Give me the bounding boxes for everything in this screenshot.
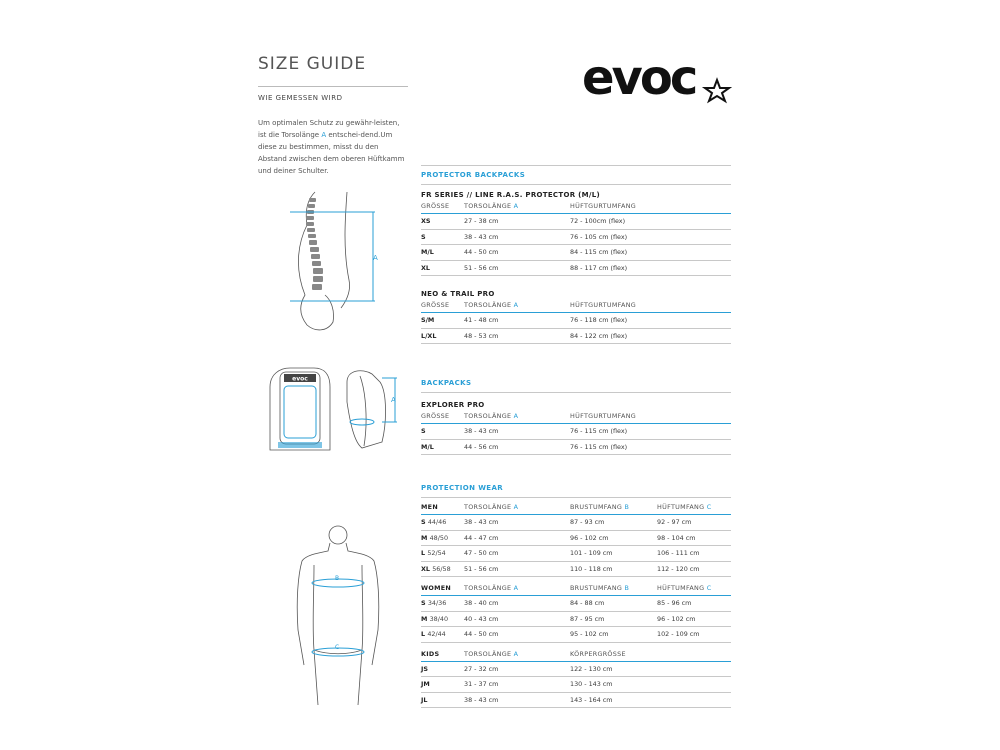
header-size: GRÖSSE bbox=[421, 199, 464, 214]
header-torso: TORSOLÄNGE A bbox=[464, 199, 570, 214]
torso-illustration bbox=[288, 525, 388, 710]
backpacks-section-label: BACKPACKS bbox=[421, 379, 472, 387]
table-row: JL 38 - 43 cm 143 - 164 cm bbox=[421, 692, 731, 708]
fr-series-title: FR SERIES // LINE R.A.S. PROTECTOR (M/L) bbox=[421, 191, 601, 199]
neo-trail-title: NEO & TRAIL PRO bbox=[421, 290, 495, 298]
intro-letter-a: A bbox=[321, 131, 327, 139]
logo-text: evoc bbox=[582, 58, 696, 106]
section-rule bbox=[421, 184, 731, 185]
table-row: S 34/36 38 - 40 cm 84 - 88 cm 85 - 96 cm bbox=[421, 596, 731, 612]
table-row: M/L 44 - 56 cm 76 - 115 cm (flex) bbox=[421, 439, 731, 455]
explorer-pro-table bbox=[421, 409, 731, 455]
intro-text-2: entschei-dend.Um diese zu bestimmen, misst du den Abstand zwischen dem oberen Hüftkamm und deiner Schulter. bbox=[258, 131, 405, 175]
table-row: S/M 41 - 48 cm 76 - 118 cm (flex) bbox=[421, 313, 731, 329]
table-row: S 38 - 43 cm 76 - 105 cm (flex) bbox=[421, 229, 731, 245]
table-header-row: KIDS TORSOLÄNGE A KÖRPERGRÖSSE bbox=[421, 647, 731, 662]
spine-illustration bbox=[285, 190, 385, 340]
table-row: L/XL 48 - 53 cm 84 - 122 cm (flex) bbox=[421, 328, 731, 344]
intro-paragraph bbox=[258, 117, 408, 177]
table-header-row: MEN TORSOLÄNGE A BRUSTUMFANG B HÜFTUMFANG C bbox=[421, 500, 731, 515]
measurement-subtitle: WIE GEMESSEN WIRD bbox=[258, 94, 343, 102]
protection-wear-section bbox=[421, 478, 731, 708]
table-row: L 42/44 44 - 50 cm 95 - 102 cm 102 - 109 cm bbox=[421, 627, 731, 643]
intro-text-1: Um optimalen Schutz zu gewähr-leisten, ist die Torsolänge bbox=[258, 119, 400, 139]
table-header-row bbox=[421, 199, 731, 214]
table-row: M 38/40 40 - 43 cm 87 - 95 cm 96 - 102 cm bbox=[421, 611, 731, 627]
title-divider bbox=[258, 86, 408, 87]
kids-table bbox=[421, 647, 731, 709]
men-table bbox=[421, 500, 731, 577]
evoc-logo bbox=[582, 58, 732, 110]
wear-section-label: PROTECTION WEAR bbox=[421, 484, 504, 492]
table-row: L 52/54 47 - 50 cm 101 - 109 cm 106 - 111 cm bbox=[421, 546, 731, 562]
table-row: M 48/50 44 - 47 cm 96 - 102 cm 98 - 104 cm bbox=[421, 530, 731, 546]
table-header-row: GRÖSSE TORSOLÄNGE A HÜFTGURTUMFANG bbox=[421, 298, 731, 313]
header-hip-belt: HÜFTGURTUMFANG bbox=[570, 199, 731, 214]
women-table bbox=[421, 581, 731, 643]
table-row: JS 27 - 32 cm 122 - 130 cm bbox=[421, 661, 731, 677]
protector-section bbox=[421, 165, 731, 344]
table-header-row: GRÖSSE TORSOLÄNGE A HÜFTGURTUMFANG bbox=[421, 409, 731, 424]
body-label-b: B bbox=[335, 575, 340, 582]
body-label-c: C bbox=[335, 644, 340, 651]
section-rule bbox=[421, 497, 731, 498]
explorer-pro-title: EXPLORER PRO bbox=[421, 401, 485, 409]
protector-section-label: PROTECTOR BACKPACKS bbox=[421, 171, 526, 179]
section-rule bbox=[421, 165, 731, 166]
backpack-brand: evoc bbox=[292, 375, 308, 383]
table-row: S 44/46 38 - 43 cm 87 - 93 cm 92 - 97 cm bbox=[421, 515, 731, 531]
table-row: JM 31 - 37 cm 130 - 143 cm bbox=[421, 677, 731, 693]
neo-trail-table bbox=[421, 298, 731, 344]
spine-label-a: A bbox=[373, 254, 378, 262]
table-row: XL 56/58 51 - 56 cm 110 - 118 cm 112 - 120 cm bbox=[421, 561, 731, 577]
logo-star-icon bbox=[705, 80, 729, 101]
backpack-illustration bbox=[262, 362, 412, 460]
table-header-row: WOMEN TORSOLÄNGE A BRUSTUMFANG B HÜFTUMFANG C bbox=[421, 581, 731, 596]
section-rule bbox=[421, 392, 731, 393]
backpacks-section bbox=[421, 373, 731, 455]
backpack-label-a: A bbox=[391, 396, 396, 404]
page-title: SIZE GUIDE bbox=[258, 54, 367, 74]
table-row: S 38 - 43 cm 76 - 115 cm (flex) bbox=[421, 424, 731, 440]
table-row: M/L 44 - 50 cm 84 - 115 cm (flex) bbox=[421, 245, 731, 261]
table-row: XS 27 - 38 cm 72 - 100cm (flex) bbox=[421, 214, 731, 230]
table-row: XL 51 - 56 cm 88 - 117 cm (flex) bbox=[421, 260, 731, 276]
fr-series-table bbox=[421, 199, 731, 276]
